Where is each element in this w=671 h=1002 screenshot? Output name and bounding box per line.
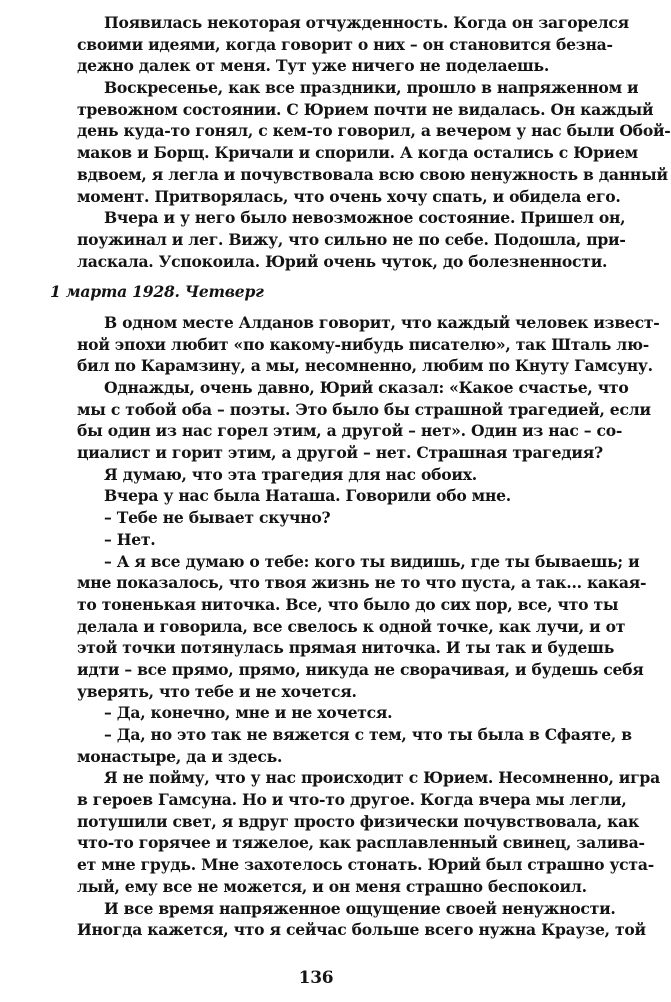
- paragraph: [50, 898, 646, 941]
- text-line: этой точки потянулась прямая ниточка. И ты так и будешь: [77, 638, 615, 658]
- paragraph: [50, 529, 582, 551]
- text-line: Появилась некоторая отчужденность. Когда он загорелся: [104, 13, 629, 32]
- text-line: ласкала. Успокоила. Юрий очень чуток, до болезненности.: [77, 251, 608, 271]
- text-line: Я думаю, что эта трагедия для нас обоих.: [104, 464, 477, 484]
- text-line: бы один из нас горел этим, а другой – нет». Один из нас – со-: [77, 421, 623, 441]
- text-line: потушили свет, я вдруг просто физически почувствовала, как: [77, 811, 639, 831]
- text-line: мы с тобой оба – поэты. Это было бы страшной трагедией, если: [77, 399, 651, 419]
- paragraph: [50, 767, 660, 897]
- text-line: циалист и горит этим, а другой – нет. Страшная трагедия?: [77, 443, 603, 463]
- paragraph: [50, 77, 671, 207]
- paragraph: [50, 312, 660, 377]
- paragraph: [50, 507, 582, 529]
- text-line: бил по Карамзину, а мы, несомненно, любим по Кнуту Гамсуну.: [77, 356, 653, 376]
- text-line: своими идеями, когда говорит о них – он становится безна-: [77, 34, 613, 54]
- text-line: И все время напряженное ощущение своей ненужности.: [104, 898, 616, 918]
- text-line: – Да, но это так не вяжется с тем, что ты была в Сфаяте, в: [104, 725, 632, 744]
- paragraph: [50, 207, 626, 272]
- text-line: делала и говорила, все свелось к одной точке, как лучи, и от: [77, 616, 626, 636]
- paragraph: [50, 464, 582, 486]
- text-line: идти – все прямо, прямо, никуда не сворачивая, и будешь себя: [77, 659, 644, 679]
- text-line: вдвоем, я легла и почувствовала всю свою ненужность в данный: [77, 164, 668, 184]
- text-line: Воскресенье, как все праздники, прошло в напряженном и: [104, 78, 639, 98]
- text-line: – А я все думаю о тебе: кого ты видишь, где ты бываешь; и: [104, 551, 640, 571]
- paragraph: [50, 12, 629, 77]
- text-line: В одном месте Алданов говорит, что каждый человек извест-: [104, 312, 660, 332]
- text-line: Однажды, очень давно, Юрий сказал: «Какое счастье, что: [104, 378, 629, 397]
- diary-entry-heading-text: 1 марта 1928. Четверг: [50, 282, 264, 302]
- book-page: [50, 12, 671, 992]
- text-line: в героев Гамсуна. Но и что-то другое. Когда вчера мы легли,: [77, 790, 627, 810]
- text-line: – Тебе не бывает скучно?: [104, 508, 331, 528]
- text-line: Вчера и у него было невозможное состояние. Пришел он,: [104, 208, 626, 228]
- paragraph: [50, 551, 647, 703]
- text-line: день куда-то гонял, с кем-то говорил, а вечером у нас были Обой-: [77, 121, 671, 141]
- text-line: уверять, что тебе и не хочется.: [77, 681, 357, 701]
- text-line: Иногда кажется, что я сейчас больше всего нужна Краузе, той: [77, 920, 646, 940]
- page-number: 136: [298, 968, 334, 988]
- text-line: что-то горячее и тяжелое, как расплавленный свинец, залива-: [77, 833, 645, 853]
- paragraph: [50, 377, 651, 464]
- section-before-heading: [50, 12, 671, 272]
- paragraph: [50, 702, 582, 724]
- text-line: монастыре, да и здесь.: [77, 746, 283, 766]
- text-line: момент. Притворялась, что очень хочу спать, и обидела его.: [77, 186, 621, 206]
- paragraph: [50, 485, 582, 507]
- text-line: ет мне грудь. Мне захотелось стонать. Юрий был страшно уста-: [77, 855, 654, 875]
- text-line: – Нет.: [104, 529, 156, 549]
- section-after-heading: [50, 312, 660, 941]
- text-line: тревожном состоянии. С Юрием почти не видалась. Он каждый: [77, 99, 654, 119]
- text-line: поужинал и лег. Вижу, что сильно не по себе. Подошла, при-: [77, 229, 626, 249]
- text-line: Вчера у нас была Наташа. Говорили обо мне.: [104, 486, 511, 506]
- text-line: ной эпохи любит «по какому-нибудь писателю», так Шталь лю-: [77, 334, 649, 354]
- diary-entry-heading: [50, 281, 582, 303]
- text-line: лый, ему все не можется, и он меня страшно беспокоил.: [77, 876, 587, 896]
- text-line: то тоненькая ниточка. Все, что было до сих пор, все, что ты: [77, 594, 619, 614]
- text-line: – Да, конечно, мне и не хочется.: [104, 703, 393, 723]
- text-line: мне показалось, что твоя жизнь не то что пуста, а так... какая-: [77, 573, 647, 593]
- text-line: дежно далек от меня. Тут уже ничего не поделаешь.: [77, 56, 550, 76]
- paragraph: [50, 724, 632, 767]
- text-line: Я не пойму, что у нас происходит с Юрием. Несомненно, игра: [104, 768, 660, 788]
- text-line: маков и Борщ. Кричали и спорили. А когда остались с Юрием: [77, 143, 638, 163]
